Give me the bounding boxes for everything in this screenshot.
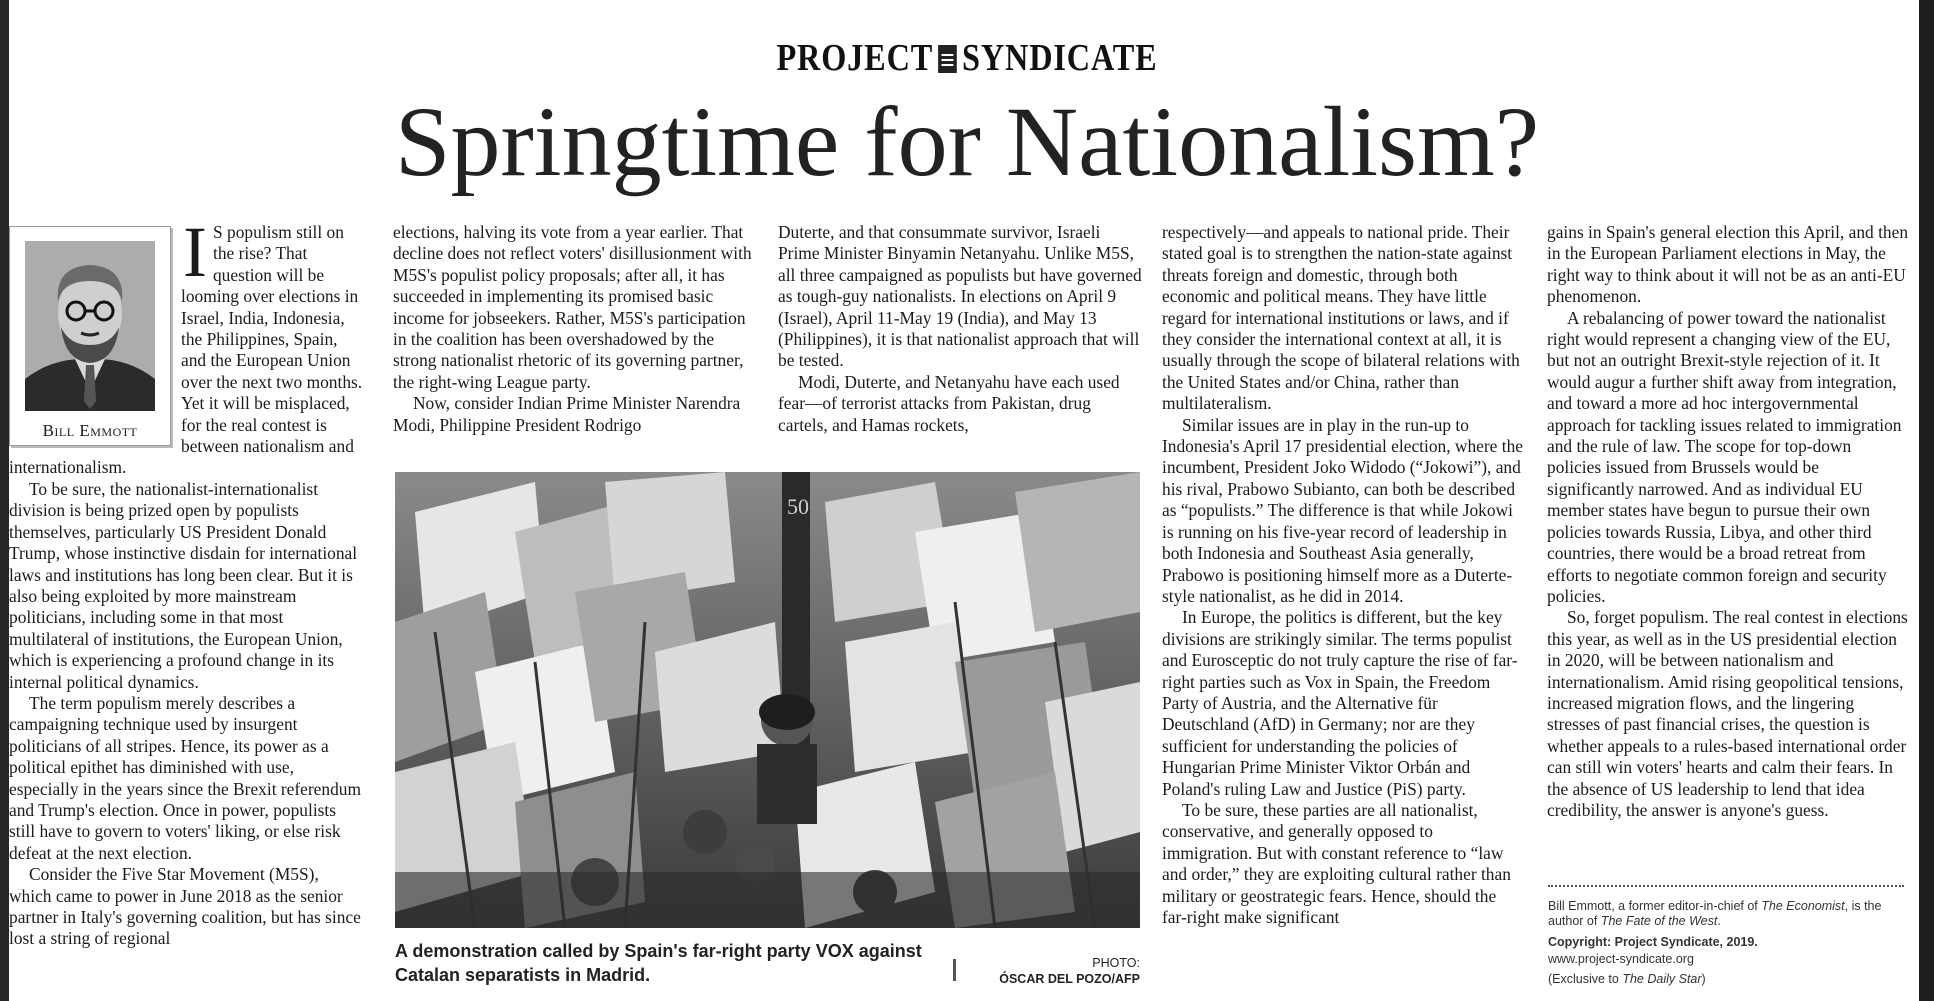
exclusive-text: (Exclusive to: [1548, 972, 1623, 986]
photo-credit-name: ÓSCAR DEL POZO/AFP: [999, 972, 1140, 986]
masthead-right: SYNDICATE: [962, 37, 1158, 79]
bio-book-title: The Fate of the West: [1600, 914, 1718, 928]
paragraph: To be sure, the nationalist-internationalist division is being prized open by populists themselves, particularly US President Donald Trump, whose instinctive disdain for international laws and institutions has long been clear. But it is also being exploited by more mainstream politicians, including some in that most multilateral of institutions, the European Union, which is experiencing a profound change in its internal political dynamics.: [9, 478, 358, 692]
paragraph: gains in Spain's general election this April, and then in the European Parliament elections in May, the right way to think about it will not be as an anti-EU phenomenon.: [1547, 222, 1909, 307]
paragraph: So, forget populism. The real contest in elections this year, as well as in the US presidential election in 2020, will be between nationalism and internationalism. Amid rising geopolitical tensions, increased migration flows, and the lingering stresses of past financial crises, the question is whether appeals to a rules-based international order can still win voters' hearts and calm their fears. In the absence of US leadership to lend that idea credibility, the answer is anyone's guess.: [1547, 607, 1908, 820]
copyright: Copyright: Project Syndicate, 2019.: [1548, 935, 1758, 949]
paragraph: Modi, Duterte, and Netanyahu have each used fear—of terrorist attacks from Pakistan, drug cartels, and Hamas rockets,: [778, 371, 1120, 435]
caption-separator: [953, 959, 956, 981]
author-bio: [1548, 899, 1908, 929]
drop-cap: I: [183, 212, 207, 292]
paragraph: Duterte, and that consummate survivor, Israeli Prime Minister Binyamin Netanyahu. Unlike M5S, all three campaigned as populists but have governed as tough-guy nationalists. In elections on April 9 (Israel), April 11-May 19 (India), and May 13 (Philippines), it is that nationalist approach that will be tested.: [778, 222, 1142, 371]
paragraph-text: S populism still on the rise? That question will be looming over elections in Israel, India, Indonesia, the Philippines, Spain, and the European Union over the next two months. Yet it will be misplaced, for the real contest is between nationalism and internationalism.: [9, 222, 363, 478]
exclusive-text: ): [1701, 972, 1706, 986]
headline: Springtime for Nationalism?: [394, 86, 1540, 197]
author-box: [9, 226, 171, 446]
website-link[interactable]: www.project-syndicate.org: [1548, 951, 1694, 966]
footer: [1548, 934, 1908, 988]
bio-publication: The Economist: [1761, 899, 1845, 913]
demonstration-photo: [395, 472, 1140, 928]
paragraph: In Europe, the politics is different, but the key divisions are strikingly similar. The terms populist and Eurosceptic do not truly capture the rise of far-right parties such as Vox in Spain, the Freedom Party of Austria, and the Alternative für Deutschland (AfD) in Germany; nor are they sufficient for understanding the policies of Hungarian Prime Minister Viktor Orbán and Poland's ruling Law and Justice (PiS) party.: [1162, 607, 1518, 799]
column-5: [1547, 222, 1909, 821]
exclusive-note: [1548, 971, 1908, 988]
paragraph: Similar issues are in play in the run-up to Indonesia's April 17 presidential election, where the incumbent, President Joko Widodo (“Jokowi”), and his rival, Prabowo Subianto, can both be described as “populists.” The difference is that while Jokowi is running on his five-year record of leadership in both Indonesia and Southeast Asia generally, Prabowo is positioning himself more as a Duterte-style nationalist, as he did in 2014.: [1162, 414, 1523, 606]
author-name: Bill Emmott: [42, 421, 138, 441]
column-3: [778, 222, 1142, 436]
paragraph: respectively—and appeals to national pride. Their stated goal is to strengthen the nation-state against threats foreign and domestic, through both economic and political means. They have little regard for international institutions or laws, and if they consider the international context at all, it is usually through the scope of bilateral relations with the United States and/or China, rather than multilateralism.: [1162, 222, 1520, 414]
flags-illustration: [395, 472, 1140, 928]
column-1: [9, 212, 365, 950]
paragraph: Now, consider Indian Prime Minister Narendra Modi, Philippine President Rodrigo: [393, 393, 741, 435]
paragraph: elections, halving its vote from a year earlier. That decline does not reflect voters' disillusionment with M5S's populist policy proposals; after all, it has succeeded in implementing its promised basic income for jobseekers. Rather, M5S's participation in the coalition has been overshadowed by the strong nationalist rhetoric of its governing partner, the right-wing League party.: [393, 222, 752, 392]
masthead: [145, 36, 1789, 80]
paragraph: The term populism merely describes a campaigning technique used by insurgent politicians of all stripes. Hence, its power as a political epithet has diminished with use, especially in the years since the Brexit referendum and Trump's election. Once in power, populists still have to govern to voters' liking, or else risk defeat at the next election.: [9, 692, 362, 863]
bio-text: , is the author of: [1548, 899, 1882, 928]
dotted-divider: [1548, 885, 1904, 887]
photo-credit: [970, 955, 1140, 987]
masthead-left: PROJECT: [776, 37, 934, 79]
pole-number: 50: [787, 494, 809, 519]
photo-caption: A demonstration called by Spain's far-right party VOX against Catalan separatists in Madrid.: [395, 941, 922, 985]
bio-text: .: [1717, 914, 1721, 928]
column-4: [1162, 222, 1525, 928]
paragraph: To be sure, these parties are all nationalist, conservative, and generally opposed to immigration. But with constant reference to “law and order,” they are exploiting cultural rather than military or geostrategic fears. Hence, should the far-right make significant: [1162, 799, 1511, 927]
paragraph: A rebalancing of power toward the nationalist right would represent a changing view of the EU, but not an outright Brexit-style rejection of it. It would augur a further shift away from integration, and toward a more ad hoc intergovernmental approach for tackling issues related to immigration and the rule of law. The scope for top-down policies issued from Brussels would be significantly narrowed. And as individual EU member states have begun to pursue their own policies towards Russia, Libya, and other third countries, there would be a broad retreat from efforts to negotiate common foreign and security policies.: [1547, 307, 1902, 606]
bio-text: Bill Emmott, a former editor-in-chief of: [1548, 899, 1762, 913]
photo-credit-label: PHOTO:: [1092, 956, 1140, 970]
masthead-logo-icon: [938, 45, 957, 73]
exclusive-publication: The Daily Star: [1622, 972, 1702, 986]
paragraph: Consider the Five Star Movement (M5S), which came to power in June 2018 as the senior partner in Italy's governing coalition, but has since lost a string of regional: [9, 864, 361, 949]
column-2: [393, 222, 761, 436]
author-portrait: [25, 241, 155, 411]
